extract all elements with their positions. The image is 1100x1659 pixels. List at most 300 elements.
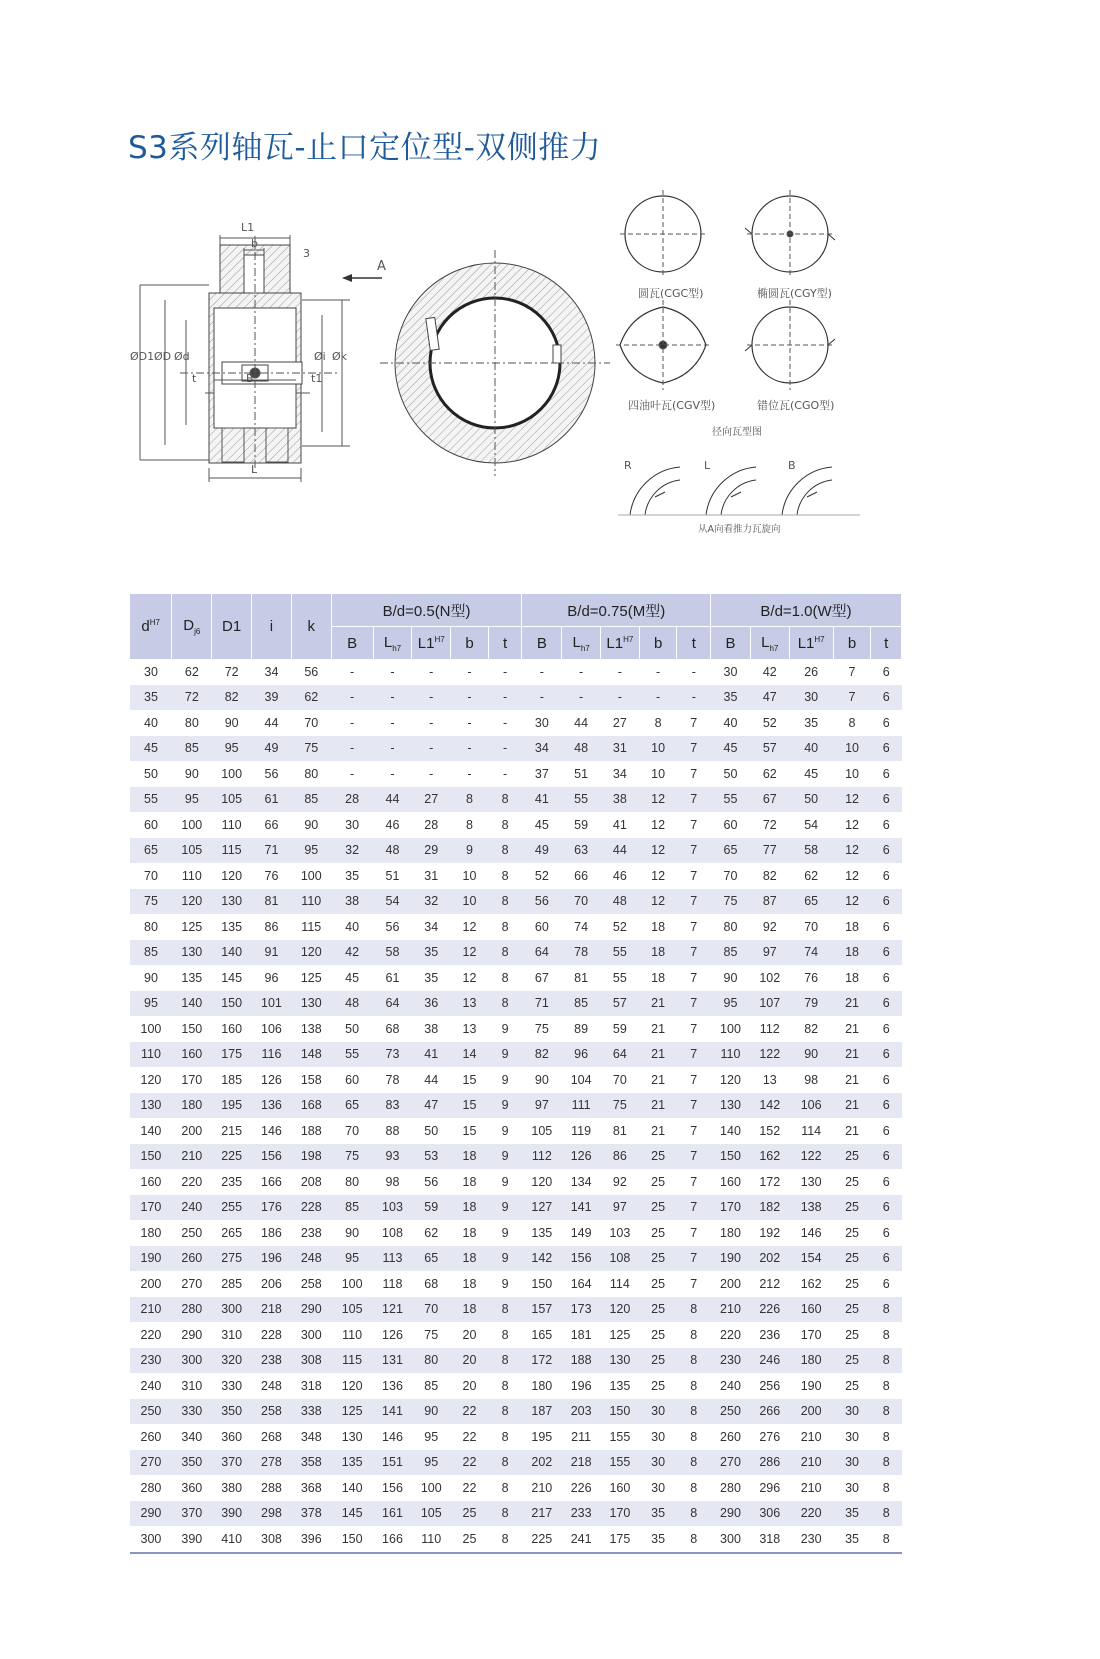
table-cell: 160	[140, 1174, 162, 1189]
table-cell: 135	[531, 1225, 553, 1240]
table-row	[130, 1501, 902, 1527]
table-cell: 72	[762, 817, 777, 832]
header-text: k	[307, 618, 316, 635]
table-cell: 125	[331, 1399, 373, 1425]
table-cell: 200	[181, 1123, 203, 1138]
table-cell: 100	[300, 868, 322, 883]
table-cell: 260	[140, 1429, 162, 1444]
table-cell: 148	[291, 1042, 331, 1068]
table-cell: 180	[720, 1225, 741, 1240]
table-cell: 25	[833, 1246, 871, 1272]
table-cell: 12	[845, 817, 859, 832]
table-cell: 230	[789, 1526, 833, 1553]
table-cell: 83	[373, 1093, 412, 1119]
table-cell: 198	[291, 1144, 331, 1170]
table-cell: 130	[601, 1348, 640, 1374]
table-cell: 50	[424, 1123, 439, 1138]
table-cell: 34	[612, 766, 627, 781]
table-cell: 266	[750, 1399, 789, 1425]
sub-column-header	[562, 627, 601, 660]
table-cell: 22	[451, 1399, 489, 1425]
table-cell: 85	[130, 940, 172, 966]
table-cell: -	[579, 664, 584, 679]
dim-label-i: Øi	[314, 350, 326, 363]
table-cell: 25	[639, 1246, 677, 1272]
table-cell: 235	[221, 1174, 243, 1189]
table-cell: 25	[651, 1378, 666, 1393]
table-cell: 79	[789, 991, 833, 1017]
table-cell: 48	[562, 736, 601, 762]
thrust-caption: 从A向看推力瓦旋向	[698, 524, 781, 535]
table-cell: -	[412, 685, 451, 711]
table-body	[130, 659, 902, 1553]
table-row	[130, 914, 902, 940]
table-cell: 85	[291, 787, 331, 813]
table-cell: 286	[750, 1450, 789, 1476]
table-cell: 75	[291, 736, 331, 762]
table-cell: 130	[341, 1429, 363, 1444]
table-cell: 13	[762, 1072, 777, 1087]
table-cell: 220	[140, 1327, 162, 1342]
table-cell: 100	[181, 817, 203, 832]
table-cell: 200	[720, 1276, 741, 1291]
table-cell: 8	[677, 1501, 711, 1527]
table-cell: 25	[845, 1174, 859, 1189]
table-row	[130, 965, 902, 991]
table-cell: 211	[571, 1429, 592, 1444]
table-cell: 173	[562, 1297, 601, 1323]
table-cell: 120	[140, 1072, 162, 1087]
table-cell: 378	[291, 1501, 331, 1527]
table-cell: -	[562, 685, 601, 711]
dim-label-t: t	[192, 372, 197, 385]
table-cell: 104	[570, 1072, 592, 1087]
table-cell: 56	[424, 1174, 439, 1189]
table-cell: 12	[451, 940, 489, 966]
table-cell: 8	[488, 1297, 522, 1323]
table-cell: 21	[845, 1072, 859, 1087]
table-cell: 90	[304, 817, 319, 832]
table-cell: -	[373, 685, 412, 711]
table-cell: 36	[412, 991, 451, 1017]
table-cell: 21	[845, 1123, 859, 1138]
table-cell: 28	[331, 787, 373, 813]
table-cell: 390	[172, 1526, 212, 1553]
table-cell: 97	[601, 1195, 640, 1221]
table-cell: 135	[331, 1450, 373, 1476]
table-cell: 40	[723, 715, 738, 730]
table-cell: 181	[570, 1327, 592, 1342]
table-cell: 7	[848, 664, 856, 679]
table-cell: 10	[651, 766, 666, 781]
table-cell: 82	[212, 685, 252, 711]
table-cell: 7	[677, 940, 711, 966]
table-cell: 25	[833, 1195, 871, 1221]
table-cell: 85	[331, 1195, 373, 1221]
table-cell: 130	[291, 991, 331, 1017]
table-cell: 130	[130, 1093, 172, 1119]
table-cell: 9	[488, 1093, 522, 1119]
table-cell: 136	[252, 1093, 292, 1119]
table-cell: 88	[385, 1123, 400, 1138]
table-cell: 52	[612, 919, 627, 934]
table-cell: 21	[639, 1042, 677, 1068]
table-cell: 90	[345, 1225, 360, 1240]
table-cell: 120	[291, 940, 331, 966]
table-cell: 160	[609, 1480, 631, 1495]
table-cell: 12	[462, 919, 477, 934]
table-cell: 35	[711, 685, 751, 711]
table-cell: 25	[845, 1378, 859, 1393]
table-cell: 60	[345, 1072, 360, 1087]
radial-types-caption: 径向瓦型图	[712, 427, 762, 438]
table-cell: 210	[711, 1297, 751, 1323]
table-cell: 280	[720, 1480, 741, 1495]
table-cell: 202	[522, 1450, 562, 1476]
table-cell: 35	[130, 685, 172, 711]
table-cell: 32	[331, 838, 373, 864]
table-cell: 195	[531, 1429, 553, 1444]
table-cell: 138	[300, 1021, 322, 1036]
table-cell: 7	[677, 1144, 711, 1170]
table-row	[130, 710, 902, 736]
table-cell: 6	[882, 664, 890, 679]
table-cell: 7	[677, 1093, 711, 1119]
table-cell: 12	[651, 817, 666, 832]
radial-type-cgc-label: 圆瓦(CGC型)	[638, 287, 704, 300]
table-cell: 25	[639, 1297, 677, 1323]
table-cell: 21	[833, 1042, 871, 1068]
table-cell: 320	[212, 1348, 252, 1374]
table-cell: 27	[412, 787, 451, 813]
table-cell: 44	[601, 838, 640, 864]
table-cell: 217	[522, 1501, 562, 1527]
table-cell: 82	[522, 1042, 562, 1068]
table-cell: 230	[130, 1348, 172, 1374]
table-cell: 103	[609, 1225, 631, 1240]
table-cell: 62	[804, 868, 819, 883]
table-cell: 7	[690, 766, 698, 781]
table-cell: 8	[690, 1480, 698, 1495]
table-cell: 6	[882, 1021, 890, 1036]
table-cell: 134	[570, 1174, 592, 1189]
table-cell: 95	[711, 991, 751, 1017]
table-cell: 8	[677, 1297, 711, 1323]
table-cell: 8	[690, 1378, 698, 1393]
table-cell: 9	[488, 1195, 522, 1221]
table-cell: 25	[651, 1174, 666, 1189]
table-cell: 40	[345, 919, 360, 934]
table-cell: 90	[412, 1399, 451, 1425]
table-cell: 65	[789, 889, 833, 915]
header-text: L1	[797, 634, 815, 652]
table-cell: 46	[612, 868, 627, 883]
table-cell: 156	[252, 1144, 292, 1170]
table-cell: 310	[181, 1378, 203, 1393]
table-cell: 30	[651, 1429, 666, 1444]
table-cell: 280	[140, 1480, 162, 1495]
table-cell: 18	[651, 970, 666, 985]
table-cell: 210	[800, 1480, 822, 1495]
table-cell: 74	[789, 940, 833, 966]
table-cell: 166	[373, 1526, 412, 1553]
table-cell: 260	[172, 1246, 212, 1272]
table-cell: 100	[720, 1021, 741, 1036]
table-cell: 18	[462, 1174, 477, 1189]
table-cell: 138	[789, 1195, 833, 1221]
table-cell: -	[412, 736, 451, 762]
table-cell: 12	[651, 868, 666, 883]
header-text: L1	[417, 634, 435, 652]
table-cell: -	[617, 664, 622, 679]
table-row	[130, 1169, 902, 1195]
table-cell: 182	[750, 1195, 789, 1221]
table-cell: -	[539, 664, 544, 679]
table-cell: 290	[181, 1327, 203, 1342]
table-cell: 107	[750, 991, 789, 1017]
table-cell: 218	[252, 1297, 292, 1323]
table-row	[130, 812, 902, 838]
sub-column-header	[750, 627, 789, 660]
table-cell: 155	[609, 1429, 631, 1444]
table-row	[130, 1271, 902, 1297]
table-cell: 81	[612, 1123, 627, 1138]
table-cell: 380	[221, 1480, 243, 1495]
table-cell: 110	[711, 1042, 751, 1068]
header-text: B	[725, 634, 736, 652]
table-cell: 166	[261, 1174, 282, 1189]
table-cell: 120	[221, 868, 243, 883]
table-cell: 71	[522, 991, 562, 1017]
table-cell: 154	[789, 1246, 833, 1272]
table-cell: 8	[488, 838, 522, 864]
table-cell: 66	[574, 868, 589, 883]
table-cell: 300	[212, 1297, 252, 1323]
table-cell: 25	[845, 1276, 859, 1291]
table-cell: 8	[488, 1399, 522, 1425]
table-cell: 9	[501, 1072, 509, 1087]
table-cell: 62	[762, 766, 777, 781]
table-cell: 58	[789, 838, 833, 864]
header-text: i	[269, 618, 274, 635]
sub-column-header	[522, 627, 562, 660]
table-cell: 71	[252, 838, 292, 864]
sub-column-header	[639, 627, 677, 660]
table-cell: 150	[601, 1399, 640, 1425]
table-cell: 29	[412, 838, 451, 864]
table-cell: 318	[750, 1526, 789, 1553]
table-cell: -	[467, 664, 472, 679]
table-cell: 6	[882, 868, 890, 883]
table-cell: 89	[574, 1021, 589, 1036]
table-cell: 6	[871, 1246, 902, 1272]
table-cell: 44	[373, 787, 412, 813]
table-cell: 255	[212, 1195, 252, 1221]
table-cell: 8	[677, 1348, 711, 1374]
table-cell: 65	[711, 838, 751, 864]
table-cell: 108	[601, 1246, 640, 1272]
table-cell: 270	[711, 1450, 751, 1476]
table-cell: 288	[261, 1480, 282, 1495]
table-cell: 21	[639, 991, 677, 1017]
table-cell: 190	[800, 1378, 822, 1393]
table-cell: 21	[833, 1093, 871, 1119]
table-cell: 50	[345, 1021, 360, 1036]
table-cell: 8	[690, 1429, 698, 1444]
table-cell: 55	[601, 940, 640, 966]
table-cell: 10	[639, 736, 677, 762]
table-cell: 8	[871, 1297, 902, 1323]
table-cell: 6	[882, 715, 890, 730]
table-cell: 34	[264, 664, 279, 679]
table-cell: 106	[261, 1021, 282, 1036]
table-cell: 70	[144, 868, 158, 883]
table-cell: 113	[373, 1246, 412, 1272]
dim-label-k: Øk	[332, 350, 348, 363]
table-cell: 105	[531, 1123, 553, 1138]
table-cell: 51	[385, 868, 400, 883]
table-row	[130, 1424, 902, 1450]
table-cell: 75	[601, 1093, 640, 1119]
table-cell: 80	[144, 919, 158, 934]
table-cell: 270	[181, 1276, 203, 1291]
table-cell: 135	[181, 970, 203, 985]
table-cell: 210	[800, 1429, 822, 1444]
table-cell: 7	[690, 1021, 698, 1036]
table-cell: 122	[789, 1144, 833, 1170]
table-cell: 62	[291, 685, 331, 711]
table-cell: 6	[871, 1195, 902, 1221]
table-cell: 9	[501, 1225, 509, 1240]
table-cell: -	[503, 715, 508, 730]
table-cell: 6	[871, 940, 902, 966]
table-cell: 110	[342, 1327, 363, 1342]
table-cell: 25	[451, 1526, 489, 1553]
table-cell: 330	[172, 1399, 212, 1425]
table-cell: -	[429, 664, 434, 679]
table-cell: 110	[221, 817, 242, 832]
table-cell: 8	[501, 1429, 509, 1444]
header-text: L	[572, 633, 581, 651]
header-text: b	[847, 634, 857, 652]
table-cell: 78	[385, 1072, 400, 1087]
dim-label-l1: L1	[241, 221, 255, 234]
table-cell: 75	[534, 1021, 549, 1036]
table-cell: 7	[677, 1246, 711, 1272]
table-cell: 30	[845, 1429, 859, 1444]
table-cell: 25	[451, 1501, 489, 1527]
table-cell: 31	[601, 736, 640, 762]
table-cell: -	[350, 715, 355, 730]
table-cell: 250	[711, 1399, 751, 1425]
table-cell: 206	[261, 1276, 282, 1291]
table-cell: 256	[759, 1378, 781, 1393]
table-row	[130, 1016, 902, 1042]
header-superscript: H7	[434, 634, 445, 644]
table-cell: 130	[212, 889, 252, 915]
table-cell: 37	[534, 766, 549, 781]
table-cell: 38	[424, 1021, 439, 1036]
table-cell: 8	[466, 817, 473, 832]
table-cell: 225	[522, 1526, 562, 1553]
dim-label-inner-d: Ød	[174, 350, 190, 363]
table-cell: 125	[300, 970, 322, 985]
table-cell: 158	[300, 1072, 322, 1087]
table-cell: 240	[172, 1195, 212, 1221]
table-cell: 22	[462, 1429, 477, 1444]
table-cell: 45	[130, 736, 172, 762]
table-cell: 157	[522, 1297, 562, 1323]
table-cell: 120	[720, 1072, 741, 1087]
table-cell: 233	[562, 1501, 601, 1527]
table-cell: 67	[534, 970, 549, 985]
table-cell: -	[451, 736, 489, 762]
table-cell: 60	[534, 919, 549, 934]
sub-column-header	[412, 627, 451, 660]
table-cell: 265	[221, 1225, 243, 1240]
table-cell: 25	[833, 1348, 871, 1374]
table-cell: 76	[804, 970, 819, 985]
table-cell: 308	[291, 1348, 331, 1374]
table-cell: 30	[144, 664, 158, 679]
table-row	[130, 1475, 902, 1501]
table-cell: 212	[759, 1276, 781, 1291]
table-cell: 360	[221, 1429, 243, 1444]
dim-label-l: L	[251, 463, 258, 476]
table-cell: 48	[331, 991, 373, 1017]
table-cell: 190	[130, 1246, 172, 1272]
table-cell: 6	[882, 1174, 890, 1189]
table-cell: 300	[130, 1526, 172, 1553]
table-cell: 90	[534, 1072, 549, 1087]
table-cell: 90	[224, 715, 239, 730]
table-row	[130, 940, 902, 966]
group-header: B/d=1.0(W型)	[711, 594, 902, 627]
table-cell: 41	[412, 1042, 451, 1068]
table-cell: 6	[871, 787, 902, 813]
table-cell: 92	[612, 1174, 627, 1189]
table-cell: 97	[522, 1093, 562, 1119]
table-cell: 18	[451, 1195, 489, 1221]
table-cell: 93	[373, 1144, 412, 1170]
table-cell: 45	[534, 817, 549, 832]
table-cell: 172	[522, 1348, 562, 1374]
table-cell: 76	[264, 868, 279, 883]
table-cell: 22	[451, 1450, 489, 1476]
table-cell: 105	[172, 838, 212, 864]
header-text: D1	[222, 618, 242, 635]
table-cell: 180	[789, 1348, 833, 1374]
table-cell: 120	[601, 1297, 640, 1323]
table-cell: 15	[462, 1072, 477, 1087]
table-cell: 125	[181, 919, 203, 934]
table-cell: 25	[639, 1144, 677, 1170]
table-row	[130, 1118, 902, 1144]
radial-type-cgy-label: 椭圆瓦(CGY型)	[757, 287, 832, 300]
table-cell: 12	[833, 889, 871, 915]
table-cell: -	[656, 664, 661, 679]
header-text: D	[183, 617, 195, 634]
table-cell: 390	[212, 1501, 252, 1527]
table-cell: 6	[882, 1276, 890, 1291]
table-cell: 195	[212, 1093, 252, 1119]
table-cell: 120	[531, 1174, 553, 1189]
header-text: t	[503, 634, 508, 652]
table-cell: 130	[711, 1093, 751, 1119]
table-cell: 62	[184, 664, 199, 679]
sub-column-header	[789, 627, 833, 660]
table-cell: 30	[789, 685, 833, 711]
